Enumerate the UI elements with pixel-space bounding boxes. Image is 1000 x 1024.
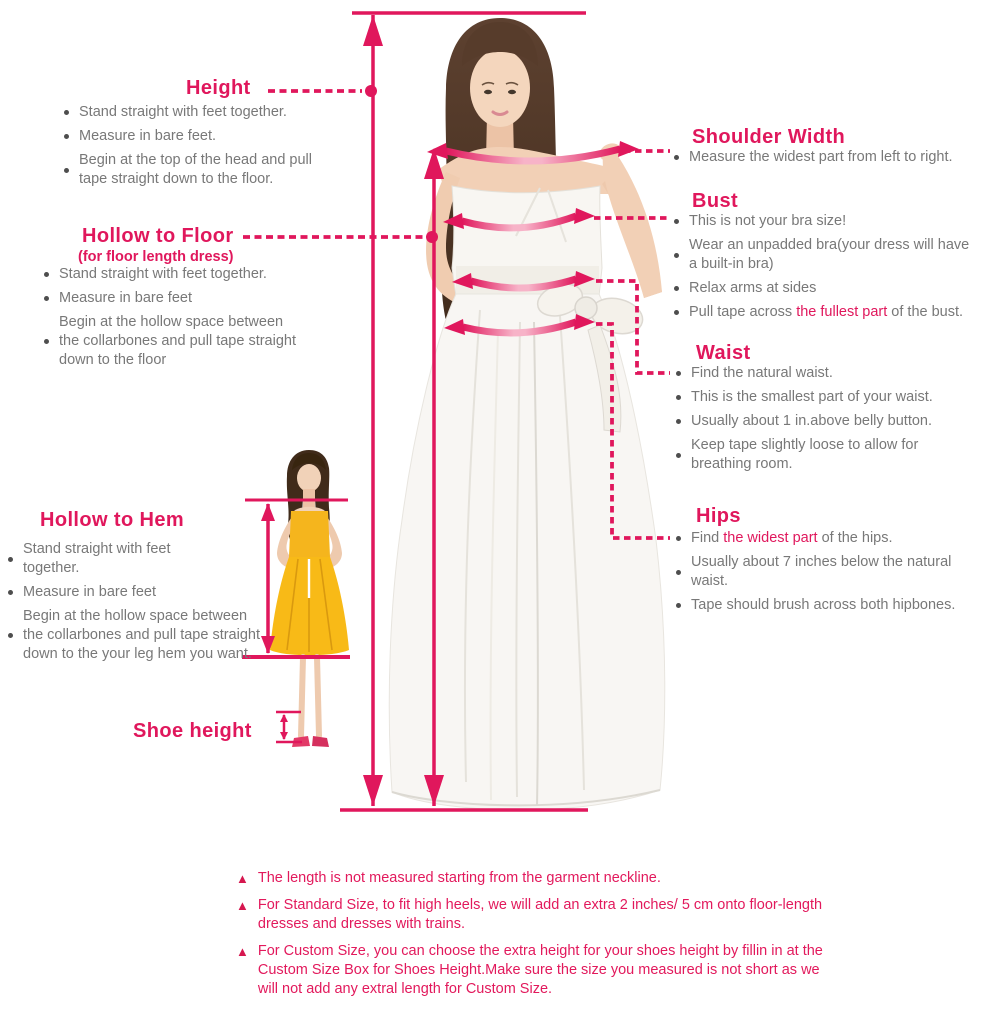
footer-notes [236, 869, 826, 1007]
bullet-dot [44, 272, 49, 277]
bust-instructions [674, 212, 974, 327]
instruction-item: Measure in bare feet [8, 583, 260, 602]
bullet-dot [674, 310, 679, 315]
hollow-to-floor-subtitle: (for floor length dress) [78, 249, 234, 265]
warning-triangle-icon: ▲ [236, 898, 249, 913]
height-instructions [64, 103, 322, 194]
section-height [186, 77, 251, 100]
shoe-height-title: Shoe height [133, 720, 252, 742]
model-figure-large [389, 18, 665, 810]
waist-instructions [676, 364, 971, 479]
bullet-dot [674, 155, 679, 160]
instruction-item: Usually about 7 inches below the natural waist. [676, 553, 976, 591]
bullet-dot [64, 168, 69, 173]
instruction-item: Begin at the top of the head and pull tape straight down to the floor. [64, 151, 322, 189]
instruction-item: Stand straight with feet together. [44, 265, 306, 284]
highlighted-phrase: the fullest part [796, 304, 888, 320]
bullet-dot [676, 419, 681, 424]
bullet-dot [676, 536, 681, 541]
bullet-dot [8, 557, 13, 562]
shoulder-width-instructions [674, 148, 984, 172]
bullet-dot [676, 395, 681, 400]
section-hollow-to-floor [78, 225, 237, 266]
instruction-item: Begin at the hollow space between the collarbones and pull tape straight down to the floor [44, 313, 306, 370]
highlighted-phrase: the widest part [723, 530, 818, 546]
hollow-to-hem-instructions [8, 540, 260, 669]
section-shoulder-width [692, 126, 845, 149]
instruction-item: Pull tape across the fullest part of the bust. [674, 303, 974, 322]
instruction-item: Begin at the hollow space between the collarbones and pull tape straight down to the your leg hem you want. [8, 607, 260, 664]
bullet-dot [674, 253, 679, 258]
note-item: ▲ For Custom Size, you can choose the extra height for your shoes height by fillin in at the Custom Size Box for Shoes Height.Make sure the size you measured is not short as we will not add any extral length for Custom Size. [236, 943, 823, 997]
instruction-item: Measure in bare feet. [64, 127, 322, 146]
section-waist [696, 342, 751, 365]
note-item: ▲ The length is not measured starting from the garment neckline. [236, 870, 661, 886]
warning-triangle-icon: ▲ [236, 944, 249, 959]
note-item: ▲ For Standard Size, to fit high heels, we will add an extra 2 inches/ 5 cm onto floor-length dresses and dresses with trains. [236, 897, 823, 932]
instruction-item: This is not your bra size! [674, 212, 974, 231]
hollow-to-floor-instructions [44, 265, 306, 375]
section-shoe-height [133, 720, 252, 743]
instruction-item: This is the smallest part of your waist. [676, 388, 971, 407]
instruction-item: Keep tape slightly loose to allow for breathing room. [676, 436, 971, 474]
bullet-dot [44, 296, 49, 301]
bullet-dot [676, 603, 681, 608]
section-hips [696, 505, 741, 528]
bullet-dot [44, 339, 49, 344]
instruction-item: Stand straight with feet together. [64, 103, 322, 122]
bullet-dot [676, 371, 681, 376]
instruction-item: Measure the widest part from left to right. [674, 148, 984, 167]
hips-instructions [676, 529, 976, 620]
bullet-dot [8, 633, 13, 638]
hollow-to-floor-title: Hollow to Floor [82, 225, 234, 247]
model-figure-small [270, 450, 349, 747]
instruction-item: Find the natural waist. [676, 364, 971, 383]
height-title: Height [186, 77, 251, 99]
waist-title: Waist [696, 342, 751, 364]
instruction-item: Usually about 1 in.above belly button. [676, 412, 971, 431]
instruction-item: Relax arms at sides [674, 279, 974, 298]
bullet-dot [64, 110, 69, 115]
hips-title: Hips [696, 505, 741, 527]
section-hollow-to-hem [40, 509, 184, 532]
instruction-item: Find the widest part of the hips. [676, 529, 976, 548]
bust-title: Bust [692, 190, 739, 212]
instruction-item: Wear an unpadded bra(your dress will have a built-in bra) [674, 236, 974, 274]
bullet-dot [674, 219, 679, 224]
section-bust [692, 190, 738, 213]
shoulder-width-title: Shoulder Width [692, 126, 846, 148]
instruction-item: Tape should brush across both hipbones. [676, 596, 976, 615]
bullet-dot [674, 286, 679, 291]
hollow-to-hem-title: Hollow to Hem [40, 509, 185, 531]
warning-triangle-icon: ▲ [236, 871, 249, 886]
instruction-item: Measure in bare feet [44, 289, 306, 308]
bullet-dot [676, 570, 681, 575]
instruction-item: Stand straight with feet together. [8, 540, 260, 578]
bullet-dot [676, 453, 681, 458]
bullet-dot [8, 590, 13, 595]
bullet-dot [64, 134, 69, 139]
